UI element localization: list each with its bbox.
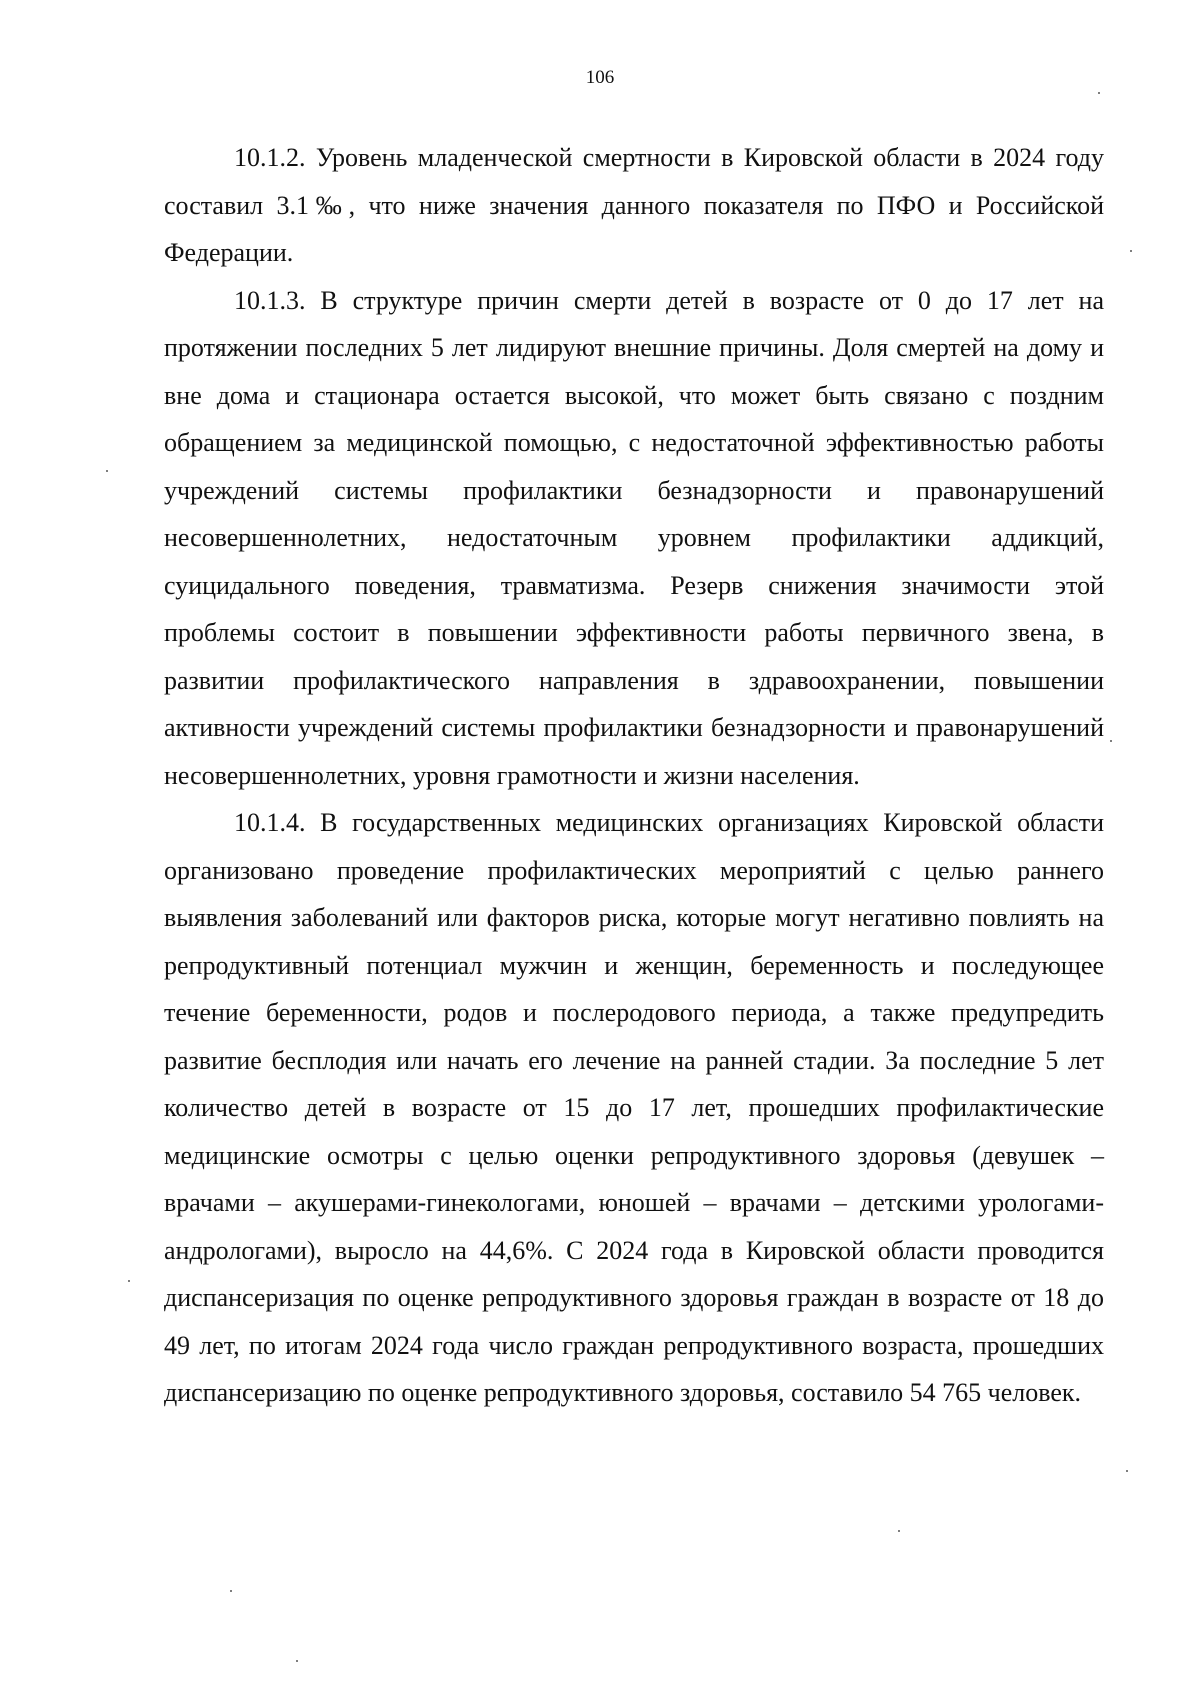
- scan-speck: [1130, 250, 1132, 252]
- scan-speck: [898, 1530, 900, 1532]
- paragraph-10-1-4: 10.1.4. В государственных медицинских организациях Кировской области организовано проведение профилактических мероприятий с целью раннего выявления заболеваний или факторов риска, которые могут негативно повлиять на репродуктивный потенциал мужчин и женщин, беременность и последующее течение беременности, родов и послеродового периода, а также предупредить развитие бесплодия или начать его лечение на ранней стадии. За последние 5 лет количество детей в возрасте от 15 до 17 лет, прошедших профилактические медицинские осмотры с целью оценки репродуктивного здоровья (девушек – врачами – акушерами-гинекологами, юношей – врачами – детскими урологами-андрологами), выросло на 44,6%. С 2024 года в Кировской области проводится диспансеризация по оценке репродуктивного здоровья граждан в возрасте от 18 до 49 лет, по итогам 2024 года число граждан репродуктивного возраста, прошедших диспансеризацию по оценке репродуктивного здоровья, составило 54 765 человек.: [164, 808, 1104, 1407]
- scan-speck: [1110, 740, 1112, 742]
- paragraph-10-1-3: 10.1.3. В структуре причин смерти детей в возрасте от 0 до 17 лет на протяжении последних 5 лет лидируют внешние причины. Доля смертей на дому и вне дома и стационара остается высокой, что может быть связано с поздним обращением за медицинской помощью, с недостаточной эффективностью работы учреждений системы профилактики безнадзорности и правонарушений несовершеннолетних, недостаточным уровнем профилактики аддикций, суицидального поведения, травматизма. Резерв снижения значимости этой проблемы состоит в повышении эффективности работы первичного звена, в развитии профилактического направления в здравоохранении, повышении активности учреждений системы профилактики безнадзорности и правонарушений несовершеннолетних, уровня грамотности и жизни населения.: [164, 285, 1104, 790]
- scan-speck: [106, 470, 108, 472]
- scan-speck: [1126, 1470, 1128, 1472]
- document-body: [164, 134, 1104, 1417]
- scan-speck: [296, 1660, 298, 1662]
- scan-speck: [230, 1590, 232, 1592]
- scan-speck: [128, 1280, 130, 1282]
- paragraph-10-1-2: 10.1.2. Уровень младенческой смертности в Кировской области в 2024 году составил 3.1‰, что ниже значения данного показателя по ПФО и Российской Федерации.: [164, 143, 1104, 267]
- scan-speck: [1098, 92, 1100, 94]
- page-number: 106: [585, 67, 615, 88]
